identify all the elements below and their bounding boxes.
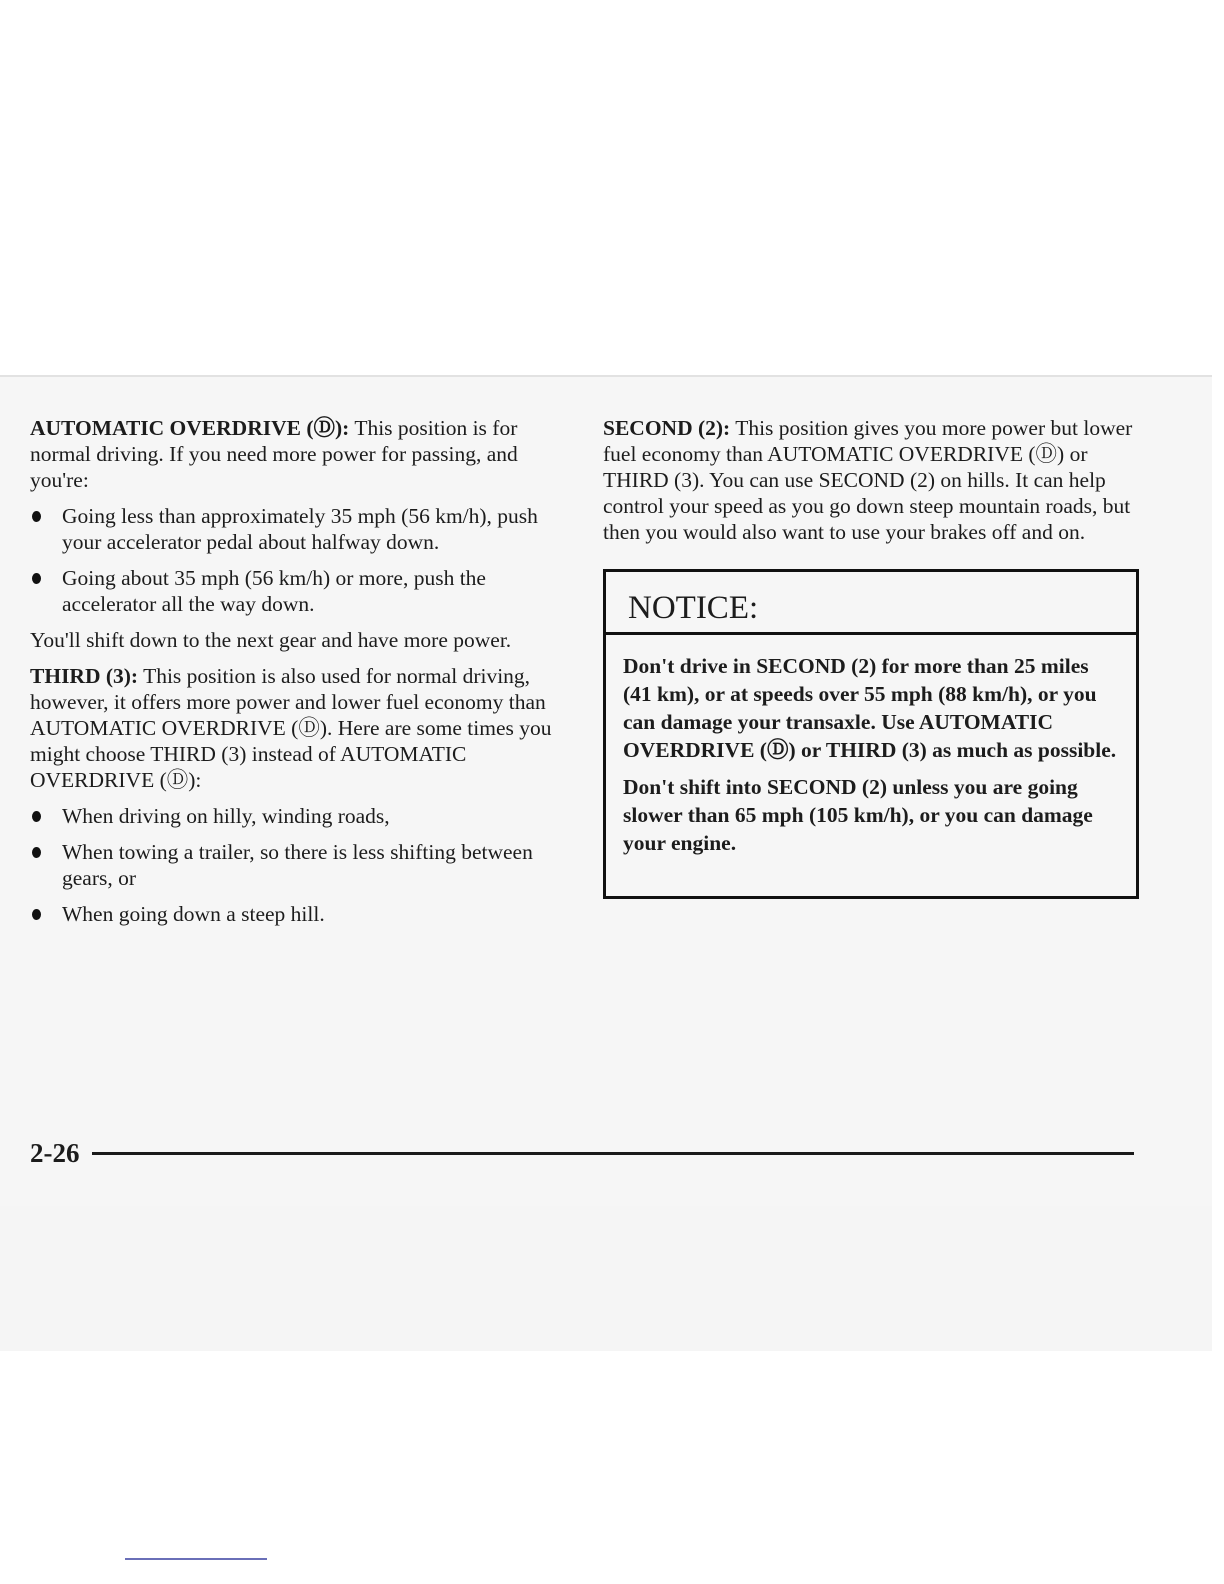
bottom-accent-line [125, 1558, 267, 1560]
list-item: Going about 35 mph (56 km/h) or more, push the accelerator all the way down. [30, 565, 565, 617]
bullet-icon [32, 847, 41, 858]
notice-paragraph-1: Don't drive in SECOND (2) for more than 25 miles (41 km), or at speeds over 55 mph (88 km/h), or you can damage your transaxle. Use AUTOMATIC OVERDRIVE (Ⓓ) or THIRD (3) as much as possible. [623, 654, 1117, 762]
bullet-icon [32, 573, 41, 584]
left-column [30, 415, 565, 937]
automatic-overdrive-heading: AUTOMATIC OVERDRIVE (Ⓓ): [30, 416, 350, 440]
page-number: 2-26 [30, 1138, 80, 1168]
second-paragraph [603, 415, 1143, 545]
list-item: Going less than approximately 35 mph (56 km/h), push your accelerator pedal about halfway down. [30, 503, 565, 555]
second-heading: SECOND (2): [603, 416, 731, 440]
notice-body [606, 635, 1136, 857]
list-item: When going down a steep hill. [30, 901, 565, 927]
automatic-overdrive-paragraph [30, 415, 565, 493]
list-item: When towing a trailer, so there is less shifting between gears, or [30, 839, 565, 891]
notice-box [603, 569, 1139, 899]
third-heading: THIRD (3): [30, 664, 139, 688]
third-bullet-list [30, 803, 565, 927]
bullet-icon [32, 511, 41, 522]
lower-background-band [0, 1206, 1212, 1351]
list-item: When driving on hilly, winding roads, [30, 803, 565, 829]
passing-bullet-list [30, 503, 565, 617]
third-paragraph [30, 663, 565, 793]
page-footer [30, 1132, 1134, 1172]
shift-down-paragraph: You'll shift down to the next gear and have more power. [30, 628, 512, 652]
bullet-icon [32, 811, 41, 822]
second-text: This position gives you more power but lower fuel economy than AUTOMATIC OVERDRIVE (Ⓓ) or THIRD (3). You can use SECOND (2) on hills. It can help control your speed as you go down steep mountain roads, but then you would also want to use your brakes off and on. [603, 416, 1133, 544]
right-column [603, 415, 1143, 555]
footer-rule [92, 1152, 1134, 1155]
notice-paragraph-2: Don't shift into SECOND (2) unless you are going slower than 65 mph (105 km/h), or you can damage your engine. [623, 775, 1093, 855]
notice-title: NOTICE: [606, 572, 1136, 635]
bullet-icon [32, 909, 41, 920]
automatic-overdrive-text: This position is for normal driving. If you need more power for passing, and you're: [30, 416, 518, 492]
manual-page [0, 375, 1212, 1209]
third-text: This position is also used for normal driving, however, it offers more power and lower fuel economy than AUTOMATIC OVERDRIVE (Ⓓ). Here are some times you might choose THIRD (3) instead of AUTOMATIC OVERDRIVE (Ⓓ): [30, 664, 552, 792]
